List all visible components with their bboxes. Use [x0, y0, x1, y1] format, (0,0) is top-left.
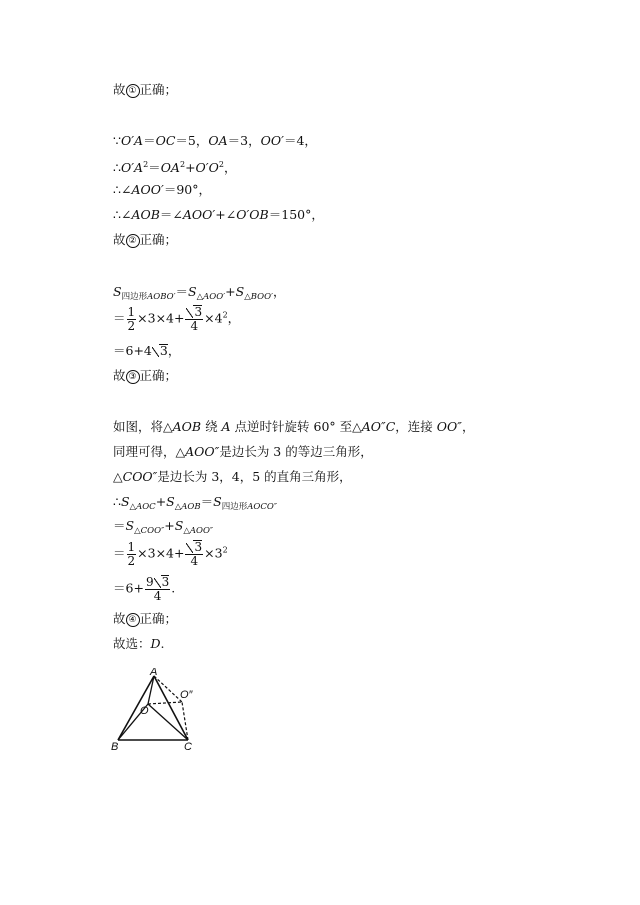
- sqrt-symbol: 3: [194, 305, 203, 319]
- segment-AB: [118, 676, 154, 740]
- fraction: $\frac{1}{2}$: [127, 304, 136, 333]
- geometry-figure: [108, 668, 218, 753]
- text-line: $=S_{\triangle COO''}+S_{\triangle AOO''}$: [113, 518, 214, 536]
- text-line: 故 ② 正确；: [113, 232, 178, 247]
- circled-number: ②: [126, 234, 140, 248]
- circled-number: ①: [126, 84, 140, 98]
- text-line: $\therefore S_{\triangle AOC}+S_{\triangle AOB}=S_{四边形AOCO''}$: [113, 494, 278, 512]
- sqrt-symbol: 3: [194, 540, 203, 554]
- label-A: A: [150, 668, 158, 678]
- text-line: 故 ④ 正确；: [113, 611, 178, 626]
- text-line: 故 ① 正确；: [113, 82, 178, 97]
- label-C: C: [184, 741, 192, 753]
- formula-line: ＝ $\frac{1}{2}$ ×3×4+ $\frac{3}{4}$ $\times 4^2$，: [113, 304, 241, 333]
- formula-line: ＝6+4 3，: [113, 343, 181, 358]
- label-B: B: [111, 741, 119, 753]
- segment-OC: [148, 704, 188, 740]
- label-O2: O″: [180, 689, 193, 701]
- fraction: $\frac{3}{4}$: [185, 305, 203, 333]
- label-O: O: [140, 705, 149, 717]
- fraction: $\frac{1}{2}$: [127, 539, 136, 568]
- text-line: $\therefore O'A^2=OA^2+O'O^2$，: [113, 160, 237, 175]
- text-line: 如图，将△AOB 绕 A 点逆时针旋转 60° 至△AO″C，连接 OO″，: [113, 419, 475, 434]
- dashed-segment-AO2: [154, 676, 182, 702]
- text-line: $S_{四边形AOBO'}=S_{\triangle AOO'}+S_{\triangle BOO'}$，: [113, 284, 286, 302]
- text-line: 同理可得，△AOO″是边长为 3 的等边三角形，: [113, 444, 373, 459]
- circled-number: ③: [126, 370, 140, 384]
- sqrt-symbol: 3: [159, 343, 168, 358]
- text-line: △COO″是边长为 3，4，5 的直角三角形，: [113, 469, 352, 484]
- text-line: 故 ③ 正确；: [113, 368, 178, 383]
- sqrt-symbol: 3: [161, 575, 170, 589]
- text-line: ∴∠AOO′＝90°，: [113, 182, 211, 197]
- formula-line: ＝6+ $\frac{9 3}{4}$ .: [113, 575, 176, 603]
- text-line: ∴∠AOB＝∠AOO′+∠O′OB＝150°，: [113, 207, 324, 222]
- text-line: ∵O′A＝OC＝5，OA＝3，OO′＝4，: [113, 133, 317, 148]
- formula-line: ＝ $\frac{1}{2}$ ×3×4+ $\frac{3}{4}$ $\times 3^2$: [113, 539, 228, 568]
- dashed-segment-OO2: [148, 702, 182, 704]
- circled-number: ④: [126, 613, 140, 627]
- fraction: $\frac{3}{4}$: [185, 540, 203, 568]
- text-line: 故选：D.: [113, 636, 165, 651]
- fraction: $\frac{9 3}{4}$: [145, 575, 170, 603]
